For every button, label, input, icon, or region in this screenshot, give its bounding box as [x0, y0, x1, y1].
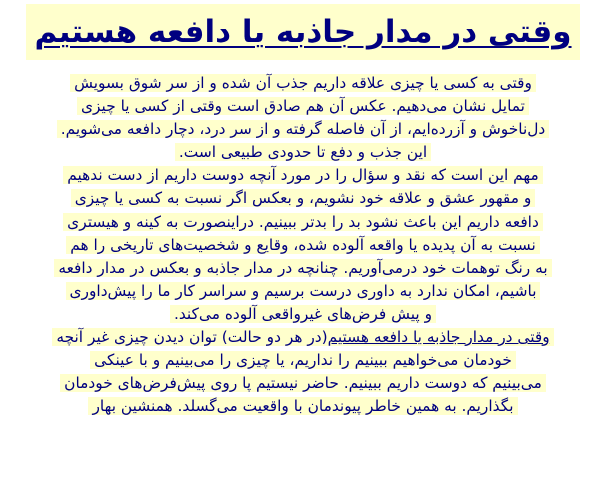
text-line-content: دافعه داریم این باعث نشود بد را بدتر ببینیم. دراینصورت به کینه و هیستری	[63, 213, 543, 231]
text-line	[0, 94, 606, 117]
text-line-content: دل‌ناخوش و آزرده‌ایم، از آن فاصله گرفته و از سر درد، دچار دافعه می‌شویم.	[57, 120, 550, 138]
text-line	[0, 117, 606, 140]
text-line	[0, 348, 606, 371]
text-line-content: خودمان می‌خواهیم ببینیم را نداریم، یا چیزی را می‌بینیم و با عینکی	[90, 351, 516, 369]
text-line-content: به رنگ توهمات خود درمی‌آوریم. چنانچه در مدار جاذبه و بعکس در مدار دافعه	[54, 259, 551, 277]
article-body	[0, 71, 606, 417]
text-line	[0, 186, 606, 209]
text-line	[0, 210, 606, 233]
text-line-content: این جذب و دفع تا حدودی طبیعی است.	[175, 143, 431, 161]
text-line	[0, 233, 606, 256]
text-line-content: وقتی به کسی یا چیزی علاقه داریم جذب آن شده و از سر شوق بسویش	[70, 74, 536, 92]
text-line-content	[52, 328, 553, 346]
text-line-content: باشیم، امکان ندارد به داوری درست برسیم و سراسر کار ما را پیش‌داوری	[66, 282, 541, 300]
text-line-content: مهم این است که نقد و سؤال را در مورد آنچه دوست داریم از دست ندهیم	[63, 166, 543, 184]
text-line	[0, 140, 606, 163]
text-line	[0, 302, 606, 325]
text-line	[0, 371, 606, 394]
text-line	[0, 256, 606, 279]
page-title: وقتی در مدار جاذبه یا دافعه هستیم	[26, 4, 579, 60]
text-line-content: و مقهور عشق و علاقه خود نشویم، و بعکس اگر نسبت به کسی یا چیزی	[71, 189, 536, 207]
text-line-content: بگذاریم. به همین خاطر پیوندمان با واقعیت می‌گسلد. همنشین بهار	[88, 397, 517, 415]
text-line-content: می‌بینیم که دوست داریم ببینیم. حاضر نیستیم پا روی پیش‌فرض‌های خودمان	[60, 374, 546, 392]
inline-underlined-title: وقتی در مدار جاذبه یا دافعه هستیم	[327, 328, 550, 347]
text-line	[0, 279, 606, 302]
text-line-content: و پیش فرض‌های غیرواقعی آلوده می‌کند.	[170, 305, 436, 323]
text-line-content: تمایل نشان می‌دهیم. عکس آن هم صادق است وقتی از کسی یا چیزی	[77, 97, 529, 115]
text-line-mixed	[0, 325, 606, 348]
page-title-row	[0, 4, 606, 65]
text-line-content: نسبت به آن پدیده یا واقعه آلوده شده، وقایع و شخصیت‌های تاریخی را هم	[66, 236, 540, 254]
text-line	[0, 394, 606, 417]
text-line	[0, 163, 606, 186]
text-line	[0, 71, 606, 94]
inline-rest-text: (در هر دو حالت) توان دیدن چیزی غیر آنچه	[56, 328, 328, 347]
